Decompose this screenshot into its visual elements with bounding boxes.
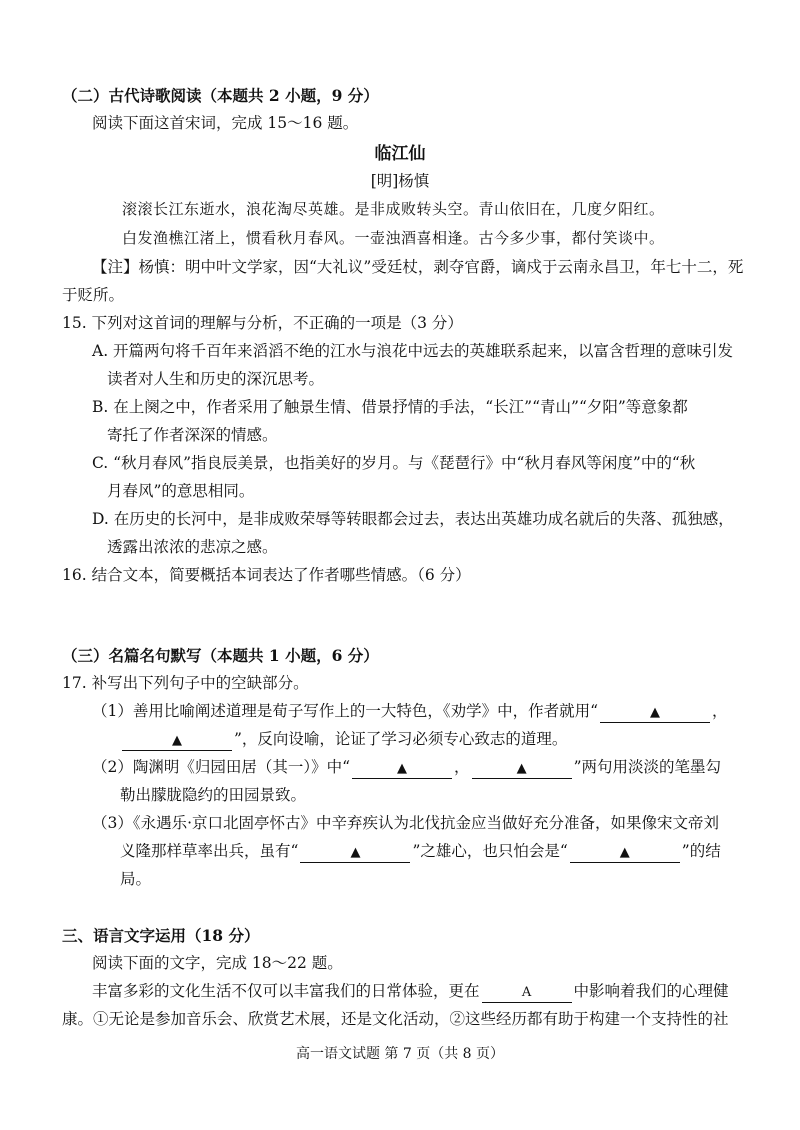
poem-note-line-2: 于贬所。 bbox=[62, 286, 125, 304]
page-footer: 高一语文试题 第 7 页（共 8 页） bbox=[295, 1046, 505, 1062]
answer-blank[interactable]: ▲ bbox=[122, 734, 232, 751]
poem-line-1: 滚滚长江东逝水，浪花淘尽英雄。是非成败转头空。青山依旧在，几度夕阳红。 bbox=[122, 200, 665, 218]
blank-a[interactable]: A bbox=[482, 986, 572, 1003]
q15-option-b-line-1: B. 在上阕之中，作者采用了触景生情、借景抒情的手法，“长江”“青山”“夕阳”等意象都 bbox=[92, 398, 688, 416]
poetry-instruction: 阅读下面这首宋词，完成 15～16 题。 bbox=[92, 114, 359, 132]
q17-item-3-line-3: 局。 bbox=[120, 870, 152, 888]
question-16-stem: 16. 结合文本，简要概括本词表达了作者哪些情感。（6 分） bbox=[62, 566, 471, 584]
q17-item-1-line-2: ▲ ”，反向设喻，论证了学习必须专心致志的道理。 bbox=[120, 732, 567, 751]
poem-line-2: 白发渔樵江渚上，惯看秋月春风。一壶浊酒喜相逢。古今多少事，都付笑谈中。 bbox=[122, 229, 665, 247]
question-15-stem: 15. 下列对这首词的理解与分析，不正确的一项是（3 分） bbox=[62, 314, 463, 332]
reading-passage-line-1: 丰富多彩的文化生活不仅可以丰富我们的日常体验，更在 A 中影响着我们的心理健 bbox=[92, 984, 729, 1003]
q15-option-d-line-2: 透露出浓浓的悲凉之感。 bbox=[107, 538, 278, 556]
section-heading-recitation: （三）名篇名句默写（本题共 1 小题，6 分） bbox=[62, 646, 379, 665]
q17-item-3-line-1: （3）《永遇乐·京口北固亭怀古》中辛弃疾认为北伐抗金应当做好充分准备，如果像宋文帝刘 bbox=[92, 814, 720, 832]
answer-blank[interactable]: ▲ bbox=[352, 762, 452, 779]
part-heading-language-use: 三、语言文字运用（18 分） bbox=[62, 926, 260, 945]
answer-blank[interactable]: ▲ bbox=[472, 762, 572, 779]
q17-item-2-line-2: 勒出朦胧隐约的田园景致。 bbox=[120, 786, 307, 804]
answer-blank[interactable]: ▲ bbox=[570, 846, 680, 863]
question-17-stem: 17. 补写出下列句子中的空缺部分。 bbox=[62, 674, 309, 692]
q17-item-1-line-1: （1）善用比喻阐述道理是荀子写作上的一大特色，《劝学》中，作者就用“ ▲ ， bbox=[92, 704, 728, 723]
q15-option-d-line-1: D. 在历史的长河中，是非成败荣辱等转眼都会过去，表达出英雄功成名就后的失落、孤独感， bbox=[92, 510, 734, 528]
q15-option-a-line-1: A. 开篇两句将千百年来滔滔不绝的江水与浪花中远去的英雄联系起来，以富含哲理的意味引发 bbox=[92, 342, 734, 360]
q17-item-3-line-2: 义隆那样草率出兵，虽有“ ▲ ”之雄心，也只怕会是“ ▲ ”的结 bbox=[120, 844, 721, 863]
q15-option-a-line-2: 读者对人生和历史的深沉思考。 bbox=[107, 370, 325, 388]
reading-passage-line-2: 康。①无论是参加音乐会、欣赏艺术展，还是文化活动，②这些经历都有助于构建一个支持性的社 bbox=[62, 1010, 729, 1028]
poem-title: 临江仙 bbox=[374, 144, 426, 164]
q17-item-2-line-1: （2）陶渊明《归园田居（其一）》中“ ▲ ， ▲ ”两句用淡淡的笔墨勾 bbox=[92, 760, 721, 779]
poem-note-line-1: 【注】杨慎：明中叶文学家，因“大礼议”受廷杖，剥夺官爵，谪戍于云南永昌卫，年七十二，死 bbox=[92, 258, 744, 276]
poem-author: [明]杨慎 bbox=[370, 172, 430, 190]
q15-option-c-line-1: C. “秋月春风”指良辰美景，也指美好的岁月。与《琵琶行》中“秋月春风等闲度”中的“秋 bbox=[92, 454, 696, 472]
language-use-instruction: 阅读下面的文字，完成 18～22 题。 bbox=[92, 954, 343, 972]
q15-option-c-line-2: 月春风”的意思相同。 bbox=[107, 482, 255, 500]
q15-option-b-line-2: 寄托了作者深深的情感。 bbox=[107, 426, 278, 444]
section-heading-poetry: （二）古代诗歌阅读（本题共 2 小题，9 分） bbox=[62, 86, 379, 105]
answer-blank[interactable]: ▲ bbox=[300, 846, 410, 863]
answer-blank[interactable]: ▲ bbox=[600, 706, 710, 723]
